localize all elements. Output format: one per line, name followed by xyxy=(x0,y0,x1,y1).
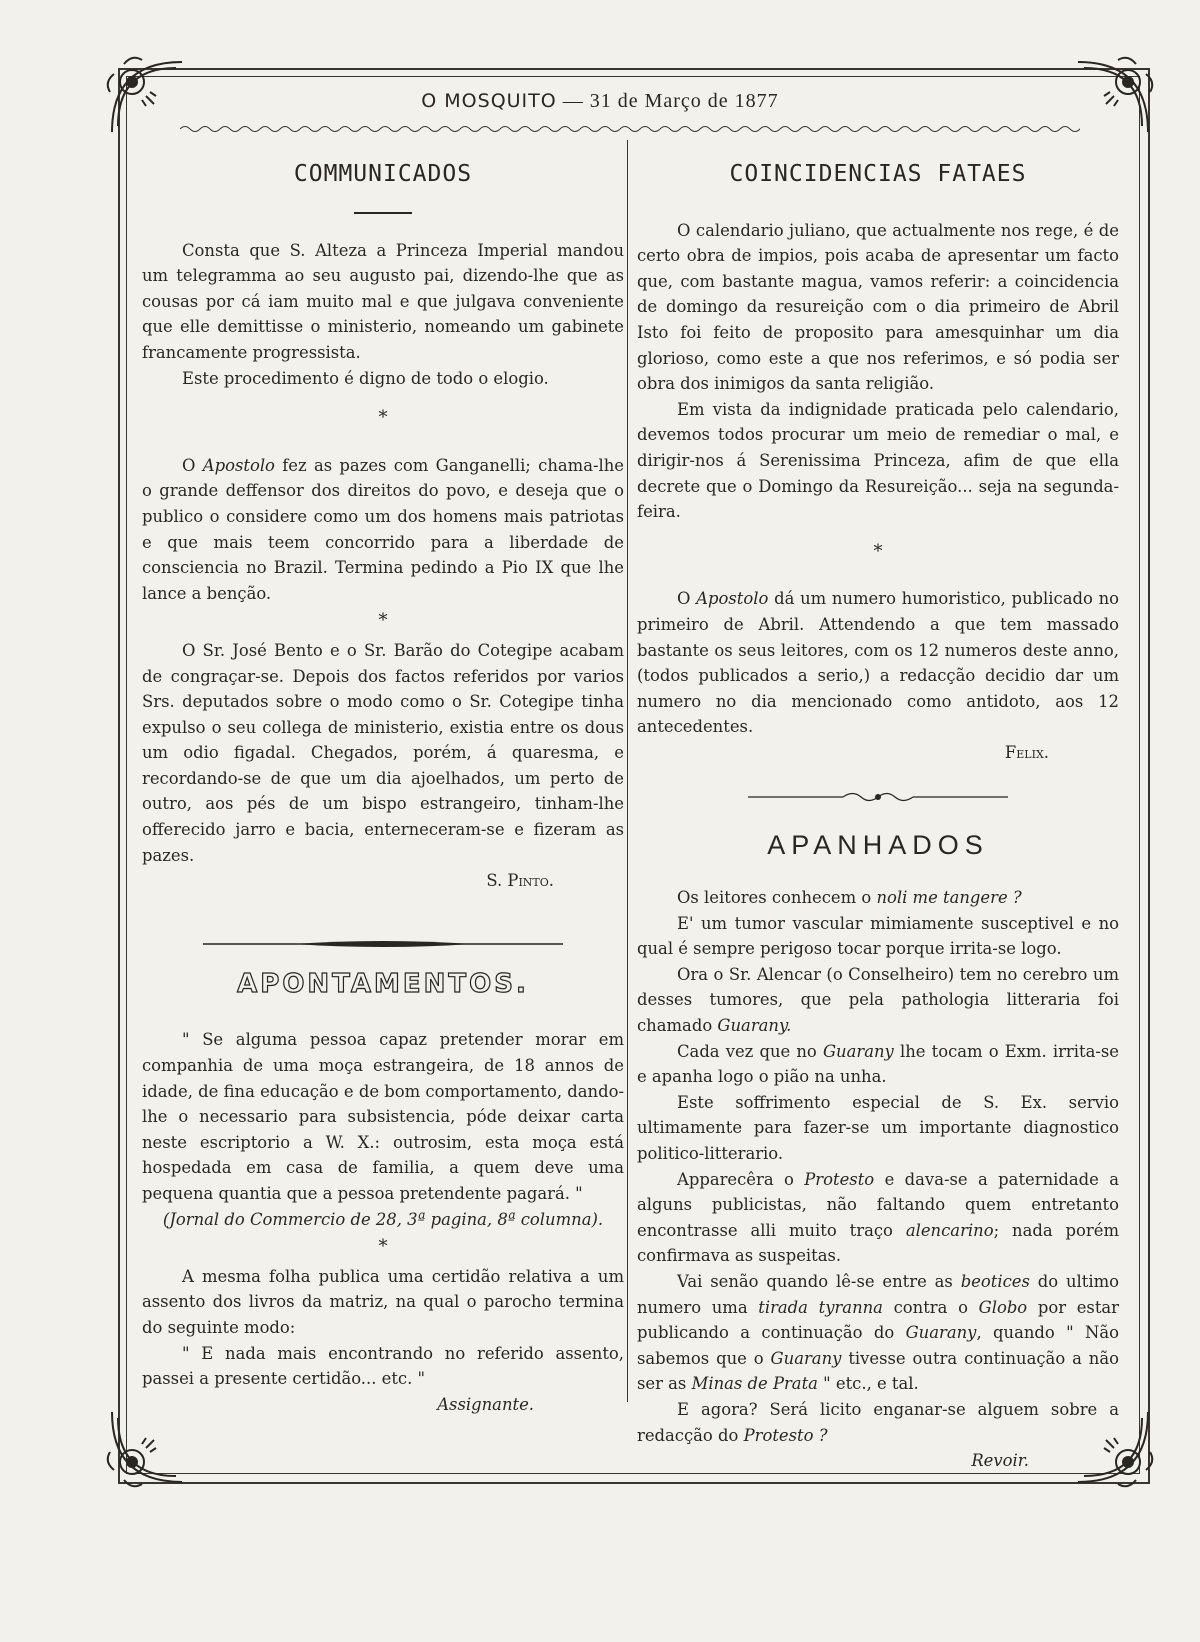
asterism: * xyxy=(378,1236,388,1258)
communicados-heading: COMMUNICADOS xyxy=(293,161,473,187)
flourish-separator-icon xyxy=(203,938,563,950)
coincidencias-heading: COINCIDENCIAS FATAES xyxy=(729,161,1027,187)
apontamentos-p1: " Se alguma pessoa capaz pretender morar em companhia de uma moça estrangeira, de 18 annos de idade, de fina educação e de bom comportamento, dando-lhe o necessario para subsistencia, póde deixar carta neste escriptorio a W. X.: outrosim, esta moça está hospedada em casa de familia, a quem deve uma pequena quantia que a pessoa pretendente pagará. " xyxy=(142,1030,624,1203)
signature-assignante: Assignante. xyxy=(437,1394,534,1414)
page-masthead xyxy=(200,90,1000,113)
apontamentos-p2: A mesma folha publica uma certidão relativa a um assento dos livros da matriz, na qual o parocho termina do seguinte modo: xyxy=(142,1266,624,1337)
coincidencias-p3: O Apostolo dá um numero humoristico, publicado no primeiro de Abril. Attendendo a que tem massado bastante os seus leitores, com os 12 numeros deste anno, (todos publicados a serio,) a redacção decidio dar um numero no dia mencionado como antidoto, aos 12 antecedentes. xyxy=(637,589,1119,737)
signature-s-pinto: S. Pinto. xyxy=(486,871,554,891)
apanhados-p4: Cada vez que no Guarany lhe tocam o Exm. irrita-se e apanha logo o pião na unha. xyxy=(637,1041,1119,1087)
apanhados-heading: APANHADOS xyxy=(767,830,989,861)
coincidencias-p1: O calendario juliano, que actualmente nos rege, é de certo obra de impios, pois acaba de apresentar um facto que, com bastante magua, vamos referir: a coincidencia de domingo da resureição com o dia primeiro de Abril Isto foi feito de proposito para amesquinhar um dia glorioso, como este a que nos referimos, e só podia ser obra dos inimigos da santa religião. xyxy=(637,220,1119,394)
wavy-rule xyxy=(180,124,1080,134)
communicados-p3: O Apostolo fez as pazes com Ganganelli; chama-lhe o grande deffensor dos direitos do povo, e deseja que o publico o considere como um dos homens mais patriotas e que mais teem concorrido para a liberdade de consciencia no Brazil. Termina pedindo a Pio IX que lhe lance a benção. xyxy=(142,455,624,603)
communicados-p2: Este procedimento é digno de todo o elogio. xyxy=(182,368,549,388)
apanhados-p6: Apparecêra o Protesto e dava-se a paternidade a alguns publicistas, não faltando quem entretanto encontrasse alli muito traço alencarino; nada porém confirmava as suspeitas. xyxy=(637,1169,1119,1266)
apanhados-p2: E' um tumor vascular mimiamente susceptivel e no qual é sempre perigoso tocar porque irrita-se logo. xyxy=(637,913,1119,959)
apontamentos-p3: " E nada mais encontrando no referido assento, passei a presente certidão... etc. " xyxy=(142,1343,624,1389)
apanhados-p3: Ora o Sr. Alencar (o Conselheiro) tem no cerebro um desses tumores, que pela pathologia litteraria foi chamado Guarany. xyxy=(637,964,1119,1036)
flourish-separator-icon xyxy=(748,789,1008,805)
issue-date: 31 de Março de 1877 xyxy=(589,90,779,112)
apanhados-p7: Vai senão quando lê-se entre as beotices do ultimo numero uma tirada tyranna contra o Globo por estar publicando a continuação do Guarany, quando " Não sabemos que o Guarany tivesse outra continuação a não ser as Minas de Prata " etc., e tal. xyxy=(637,1271,1120,1394)
citation-jornal: (Jornal do Commercio de 28, 3ª pagina, 8ª columna). xyxy=(162,1209,604,1229)
apontamentos-heading: APONTAMENTOS. xyxy=(237,968,529,999)
coincidencias-p2: Em vista da indignidade praticada pelo calendario, devemos todos procurar um meio de remediar o mal, e dirigir-nos á Serenissima Princeza, afim de que ella decrete que o Domingo da Resureição... seja na segunda-feira. xyxy=(637,399,1119,522)
right-column xyxy=(637,150,1119,1474)
heading-rule xyxy=(354,212,412,214)
paper-name: O MOSQUITO xyxy=(421,90,557,112)
communicados-p1: Consta que S. Alteza a Princeza Imperial mandou um telegramma ao seu augusto pai, dizendo-lhe que as cousas por cá iam muito mal e que julgava conveniente que elle demittisse o ministerio, nomeando um gabinete francamente progressista. xyxy=(142,240,624,362)
asterism: * xyxy=(378,407,388,429)
communicados-p4: O Sr. José Bento e o Sr. Barão do Cotegipe acabam de congraçar-se. Depois dos factos referidos por varios Srs. deputados sobre o modo como o Sr. Cotegipe tinha expulso o seu collega de ministerio, existia entre os dous um odio figadal. Chegados, porém, á quaresma, e recordando-se de que um dia ajoelhados, um perto de outro, aos pés de um bispo estrangeiro, tinham-lhe offerecido jarro e bacia, enterneceram-se e fizeram as pazes. xyxy=(142,640,624,865)
apanhados-p5: Este soffrimento especial de S. Ex. servio ultimamente para fazer-se um importante diagnostico politico-litterario. xyxy=(637,1092,1119,1163)
column-divider xyxy=(627,140,628,1402)
apanhados-p8: E agora? Será licito enganar-se alguem sobre a redacção do Protesto ? xyxy=(637,1399,1119,1445)
asterism: * xyxy=(873,540,883,562)
signature-revoir: Revoir. xyxy=(971,1451,1029,1471)
left-column xyxy=(142,150,624,1417)
signature-felix: Felix. xyxy=(1004,742,1049,762)
apanhados-p1: Os leitores conhecem o noli me tangere ? xyxy=(677,888,1022,908)
asterism: * xyxy=(378,610,388,632)
masthead-dash: — xyxy=(562,90,584,112)
